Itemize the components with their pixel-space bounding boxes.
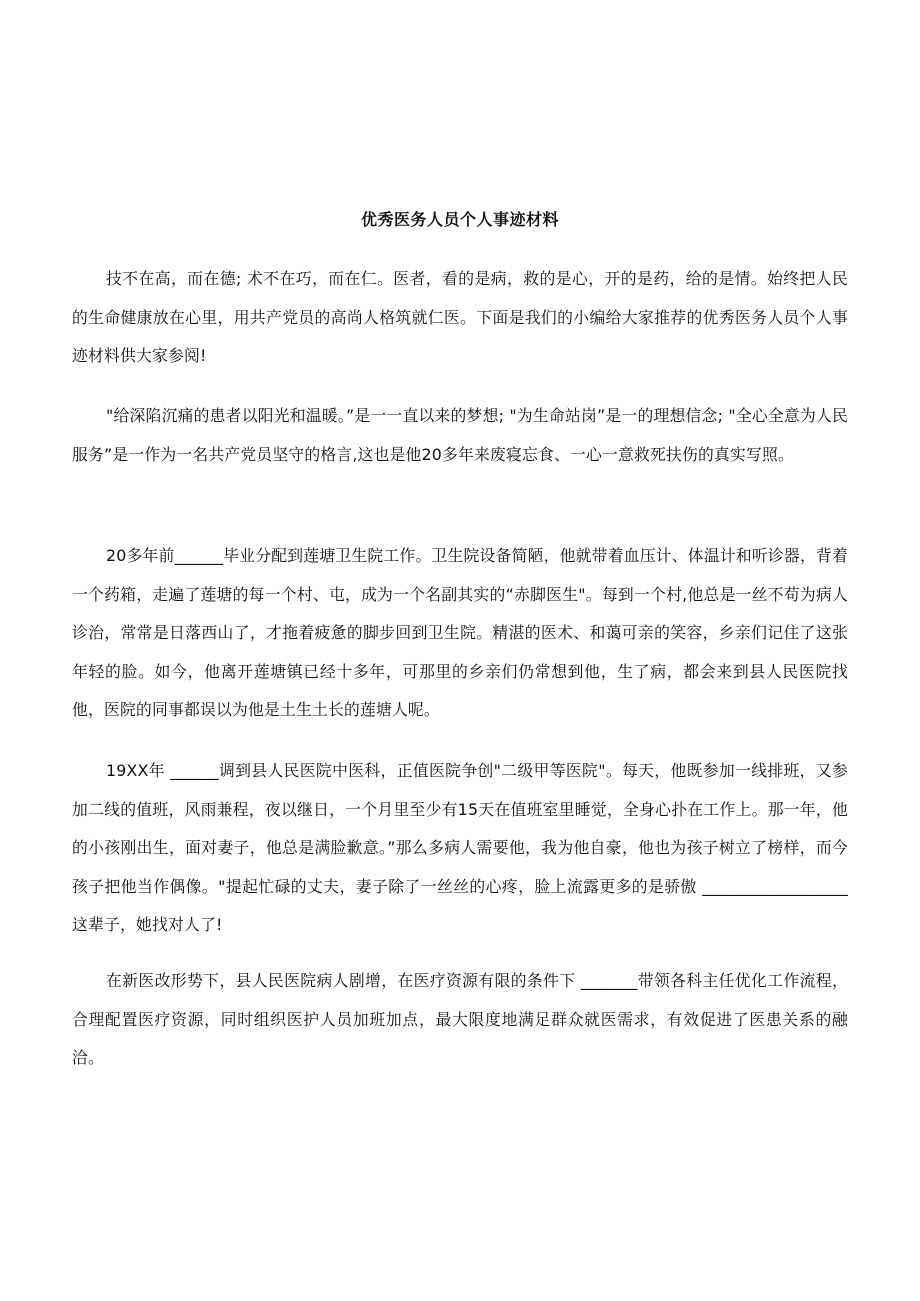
paragraph-mottos: "给深陷沉痛的患者以阳光和温暖。”是一一直以来的梦想; "为生命站岗”是一的理想信念; "全心全意为人民服务”是一作为一名共产党员坚守的格言,这也是他20多年来废寝忘食、一心一意救死扶伤的真实写照。	[72, 406, 848, 464]
paragraph-intro: 技不在高，而在德; 术不在巧，而在仁。医者，看的是病，救的是心，开的是药，给的是情。始终把人民的生命健康放在心里，用共产党员的高尚人格筑就仁医。下面是我们的小编给大家推荐的优秀医务人员个人事迹材料供大家参阅!	[72, 269, 848, 365]
paragraph-hospital-work: 19XX年 ______调到县人民医院中医科，正值医院争创"二级甲等医院"。每天，他既参加一线排班，又参加二线的值班，风雨兼程，夜以继日，一个月里至少有15天在值班室里睡觉，全身心扑在工作上。那一年，他的小孩刚出生，面对妻子，他总是满脸歉意。”那么多病人需要他，我为他自豪，他也为孩子树立了榜样，而今孩子把他当作偶像。"提起忙碌的丈夫，妻子除了一丝丝的心疼，脸上流露更多的是骄傲 __________________这辈子，她找对人了!	[72, 761, 848, 934]
paragraph-early-career: 20多年前______毕业分配到莲塘卫生院工作。卫生院设备简陋，他就带着血压计、体温计和听诊器，背着一个药箱，走遍了莲塘的每一个村、屯，成为一个名副其实的“赤脚医生"。每到一个村,他总是一丝不苟为病人诊治，常常是日落西山了，才拖着疲惫的脚步回到卫生院。精湛的医术、和蔼可亲的笑容，乡亲们记住了这张年轻的脸。如今，他离开莲塘镇已经十多年，可那里的乡亲们仍常想到他，生了病，都会来到县人民医院找他，医院的同事都误以为他是土生土长的莲塘人呢。	[72, 546, 848, 719]
paragraph-medical-reform: 在新医改形势下，县人民医院病人剧增，在医疗资源有限的条件下 _______带领各科主任优化工作流程，合理配置医疗资源，同时组织医护人员加班加点，最大限度地满足群众就医需求，有效促进了医患关系的融洽。	[72, 971, 848, 1067]
document-title: 优秀医务人员个人事迹材料	[360, 210, 559, 229]
